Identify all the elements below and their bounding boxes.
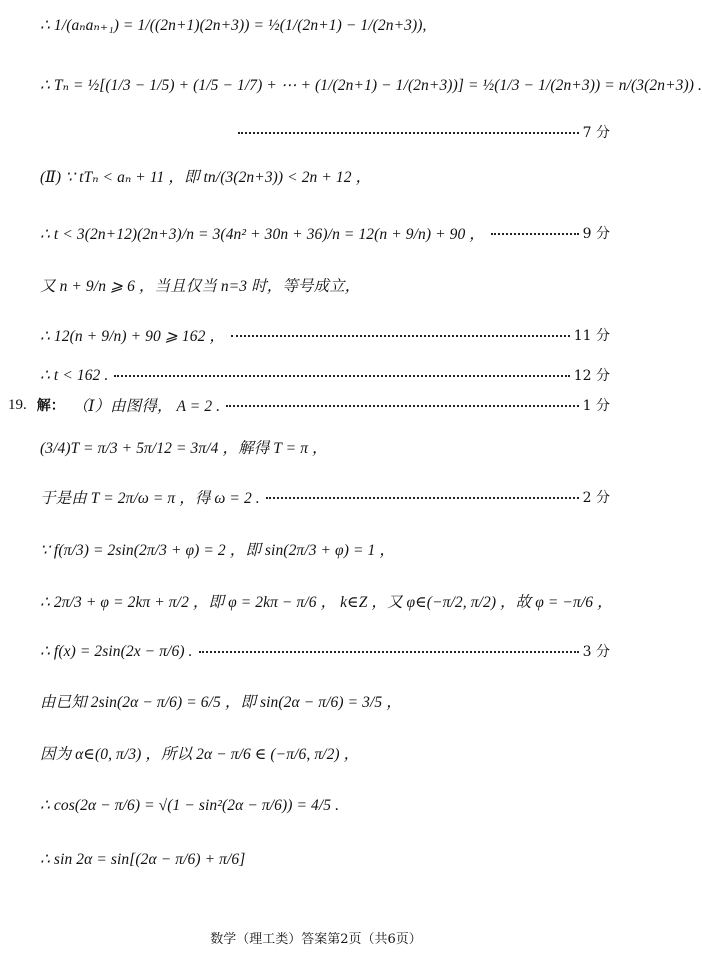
equation-text: 由已知 2sin(2α − π/6) = 6/5 ，即 sin(2α − π/6) = 3/5 ， (40, 694, 402, 711)
equation-line-f-pi3 (40, 538, 610, 560)
dot-leader (238, 131, 579, 134)
question-number: 19. (8, 396, 27, 413)
equation-line-2 (40, 76, 702, 95)
page-footer: 数学（理工类）答案第2页（共6页） (210, 932, 422, 947)
score-label: 7 分 (582, 125, 610, 141)
equation-text: ∴ t < 162 . (40, 366, 109, 384)
equation-line-am-gm (40, 274, 610, 296)
dot-leader (226, 404, 578, 407)
equation-text: ∴ sin 2α = sin[(2α − π/6) + π/6] (40, 851, 246, 868)
dot-leader (114, 374, 569, 377)
equation-text: ∴ 12(n + 9/n) + 90 ⩾ 162 ， (40, 328, 225, 345)
equation-text: ∴ cos(2α − π/6) = √(1 − sin²(2α − π/6)) = 4/5 . (40, 797, 340, 814)
equation-text: ∴ Tₙ = ½[(1/3 − 1/5) + (1/5 − 1/7) + ⋯ + (1/(2n+1) − 1/(2n+3))] = ½(1/3 − 1/(2n+3)) = n/(3(2n+3)) . (40, 77, 702, 94)
score-label: 11 分 (573, 328, 610, 344)
equation-text: ∴ f(x) = 2sin(2x − π/6) . (40, 642, 193, 660)
equation-line-sin2a (40, 850, 610, 869)
dot-leader (491, 232, 579, 235)
score-label: 3 分 (582, 644, 610, 660)
dot-leader (199, 650, 579, 653)
score-label: 9 分 (582, 226, 610, 242)
question-19-header (8, 394, 610, 416)
equation-line-cos (40, 796, 610, 815)
dot-leader (266, 496, 579, 499)
equation-text: 于是由 T = 2π/ω = π ，得 ω = 2 . (40, 490, 260, 507)
equation-line-part2 (40, 165, 610, 187)
equation-text: 又 n + 9/n ⩾ 6 ，当且仅当 n=3 时，等号成立， (40, 278, 361, 295)
equation-line-omega (40, 486, 610, 508)
equation-text: (Ⅱ) ∵ tTₙ < aₙ + 11 ，即 tn/(3(2n+3)) < 2n + 12 ， (40, 169, 372, 186)
equation-line-period (40, 436, 610, 458)
equation-line-1 (40, 16, 610, 35)
equation-line-fx (40, 641, 610, 661)
score-label: 2 分 (582, 490, 610, 506)
equation-text: (3/4)T = π/3 + 5π/12 = 3π/4 ，解得 T = π ， (40, 440, 328, 457)
equation-text: ∴ 2π/3 + φ = 2kπ + π/2 ，即 φ = 2kπ − π/6 ， k∈Z ，又 φ∈(−π/2, π/2) ，故 φ = −π/6 ， (40, 594, 613, 611)
dot-leader (231, 334, 570, 337)
equation-line-162 (40, 324, 610, 346)
equation-line-result (40, 365, 610, 385)
solution-label: 解： (36, 398, 65, 414)
equation-text: ∴ 1/(aₙaₙ₊₁) = 1/((2n+1)(2n+3)) = ½(1/(2n+1) − 1/(2n+3)), (40, 17, 427, 34)
equation-text: （Ⅰ）由图得， A = 2 . (72, 398, 221, 415)
equation-text: ∴ t < 3(2n+12)(2n+3)/n = 3(4n² + 30n + 36)/n = 12(n + 9/n) + 90 ， (40, 226, 485, 243)
equation-line-phi (40, 590, 613, 612)
score-label: 12 分 (573, 368, 610, 384)
score-line-7 (232, 122, 610, 142)
score-label: 1 分 (582, 398, 610, 414)
equation-line-given (40, 690, 610, 712)
equation-text: ∵ f(π/3) = 2sin(2π/3 + φ) = 2 ，即 sin(2π/3 + φ) = 1 ， (40, 542, 395, 559)
equation-text: 因为 α∈(0, π/3) ，所以 2α − π/6 ∈ (−π/6, π/2) ， (40, 746, 360, 763)
equation-line-alpha-range (40, 742, 610, 764)
equation-line-t-bound (40, 222, 610, 244)
